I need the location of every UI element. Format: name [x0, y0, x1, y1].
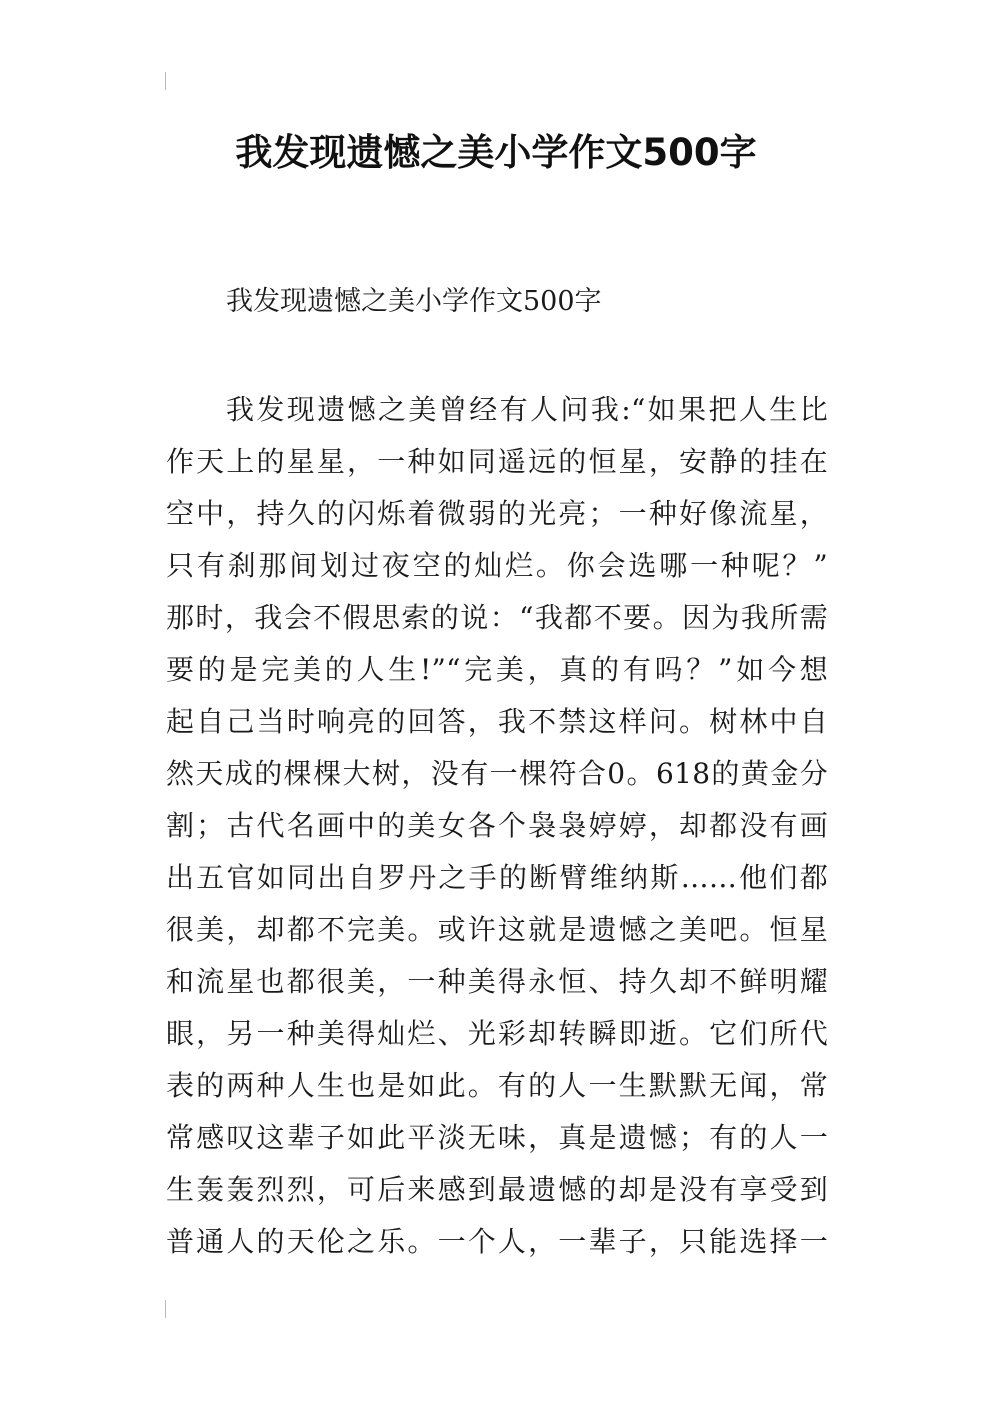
body-line: 空中，持久的闪烁着微弱的光亮；一种好像流星，	[166, 497, 828, 530]
body-line: 表的两种人生也是如此。有的人一生默默无闻，常	[166, 1069, 828, 1102]
body-line: 那时，我会不假思索的说：“我都不要。因为我所需	[166, 601, 828, 634]
body-line: 普通人的天伦之乐。一个人，一辈子，只能选择一	[166, 1225, 828, 1258]
body-line: 要的是完美的人生!”“完美，真的有吗？”如今想	[166, 653, 828, 686]
document-title: 我发现遗憾之美小学作文500字	[235, 131, 757, 174]
body-line: 我发现遗憾之美曾经有人问我:“如果把人生比	[226, 393, 828, 426]
body-line: 常感叹这辈子如此平淡无味，真是遗憾；有的人一	[166, 1121, 828, 1154]
crop-mark-bottom-left	[165, 1300, 166, 1318]
body-line: 割；古代名画中的美女各个袅袅婷婷，却都没有画	[166, 809, 828, 842]
body-line: 眼，另一种美得灿烂、光彩却转瞬即逝。它们所代	[166, 1017, 828, 1050]
body-line: 生轰轰烈烈，可后来感到最遗憾的却是没有享受到	[166, 1173, 828, 1206]
body-line: 起自己当时响亮的回答，我不禁这样问。树林中自	[166, 705, 828, 738]
body-line: 和流星也都很美，一种美得永恒、持久却不鲜明耀	[166, 965, 828, 998]
document-subtitle: 我发现遗憾之美小学作文500字	[226, 286, 602, 317]
crop-mark-top-left	[165, 72, 166, 90]
body-line: 只有刹那间划过夜空的灿烂。你会选哪一种呢？”	[166, 549, 828, 582]
body-line: 出五官如同出自罗丹之手的断臂维纳斯……他们都	[166, 861, 828, 894]
body-line: 很美，却都不完美。或许这就是遗憾之美吧。恒星	[166, 913, 828, 946]
body-line: 然天成的棵棵大树，没有一棵符合0。618的黄金分	[166, 757, 828, 790]
body-line: 作天上的星星，一种如同遥远的恒星，安静的挂在	[166, 445, 828, 478]
body-paragraph	[166, 384, 828, 1268]
